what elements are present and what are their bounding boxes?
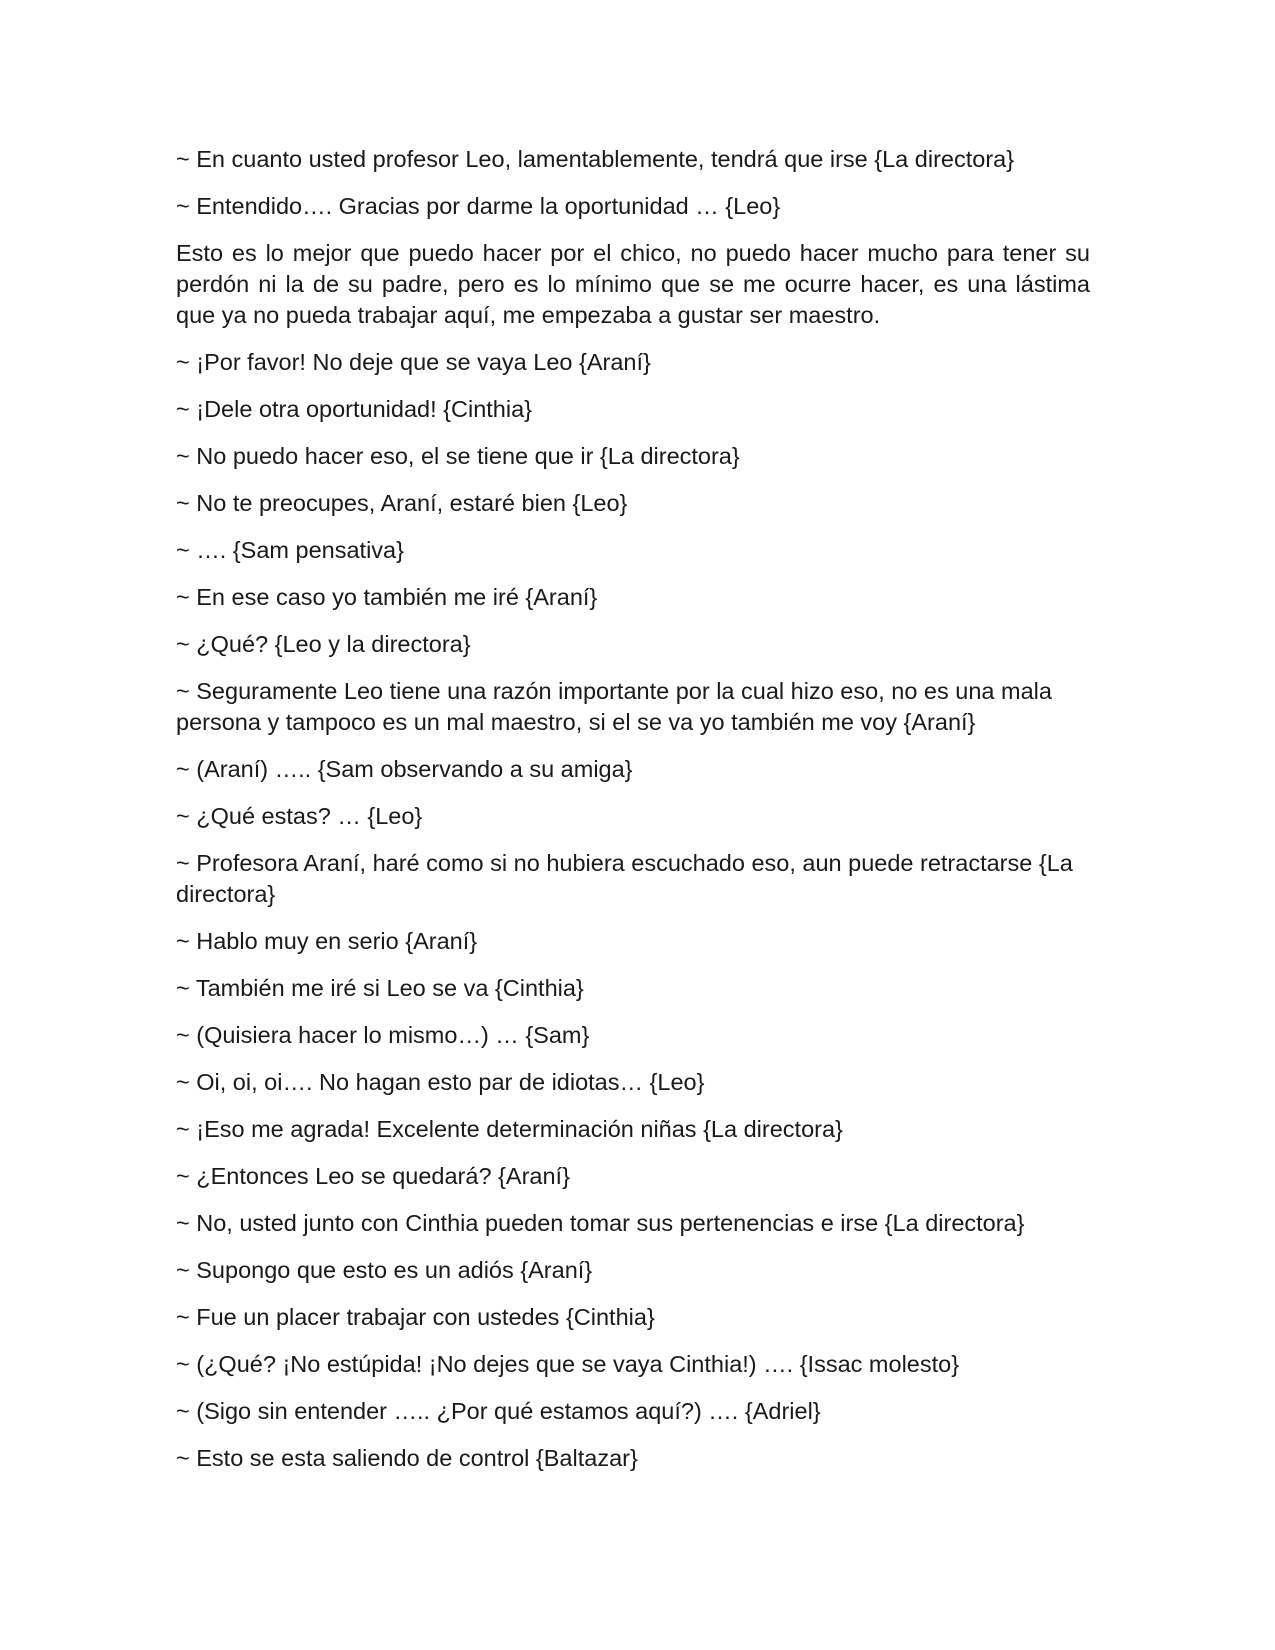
dialogue-line: ~ …. {Sam pensativa} — [176, 537, 404, 563]
dialogue-line: ~ Seguramente Leo tiene una razón importante por la cual hizo eso, no es una mala persona y tampoco es un mal maestro, si el se va yo también me voy {Araní} — [176, 678, 1052, 735]
dialogue-line: ~ (Araní) ….. {Sam observando a su amiga} — [176, 756, 633, 782]
dialogue-line: ~ ¿Entonces Leo se quedará? {Araní} — [176, 1163, 570, 1189]
dialogue-line: ~ Profesora Araní, haré como si no hubiera escuchado eso, aun puede retractarse {La directora} — [176, 850, 1073, 907]
dialogue-line: ~ Fue un placer trabajar con ustedes {Cinthia} — [176, 1304, 655, 1330]
dialogue-line: ~ En cuanto usted profesor Leo, lamentablemente, tendrá que irse {La directora} — [176, 146, 1015, 172]
document-body — [176, 144, 1090, 1490]
dialogue-line: ~ No puedo hacer eso, el se tiene que ir {La directora} — [176, 443, 740, 469]
dialogue-line: ~ No, usted junto con Cinthia pueden tomar sus pertenencias e irse {La directora} — [176, 1210, 1025, 1236]
dialogue-line: ~ ¡Por favor! No deje que se vaya Leo {Araní} — [176, 349, 651, 375]
dialogue-line: ~ En ese caso yo también me iré {Araní} — [176, 584, 598, 610]
dialogue-line: ~ (¿Qué? ¡No estúpida! ¡No dejes que se vaya Cinthia!) …. {Issac molesto} — [176, 1351, 960, 1377]
dialogue-line: ~ Supongo que esto es un adiós {Araní} — [176, 1257, 593, 1283]
dialogue-line: ~ Oi, oi, oi…. No hagan esto par de idiotas… {Leo} — [176, 1069, 705, 1095]
narration-paragraph: Esto es lo mejor que puedo hacer por el chico, no puedo hacer mucho para tener su perdón ni la de su padre, pero es lo mínimo que se me ocurre hacer, es una lástima que ya no pueda trabajar aquí, me empezaba a gustar ser maestro. — [176, 240, 1090, 328]
dialogue-line: ~ ¡Dele otra oportunidad! {Cinthia} — [176, 396, 532, 422]
dialogue-line: ~ Esto se esta saliendo de control {Baltazar} — [176, 1445, 638, 1471]
dialogue-line: ~ ¿Qué? {Leo y la directora} — [176, 631, 471, 657]
dialogue-line: ~ También me iré si Leo se va {Cinthia} — [176, 975, 584, 1001]
dialogue-line: ~ ¡Eso me agrada! Excelente determinación niñas {La directora} — [176, 1116, 843, 1142]
dialogue-line: ~ (Quisiera hacer lo mismo…) … {Sam} — [176, 1022, 590, 1048]
dialogue-line: ~ No te preocupes, Araní, estaré bien {Leo} — [176, 490, 628, 516]
dialogue-line: ~ Entendido…. Gracias por darme la oportunidad … {Leo} — [176, 193, 781, 219]
dialogue-line: ~ ¿Qué estas? … {Leo} — [176, 803, 423, 829]
dialogue-line: ~ Hablo muy en serio {Araní} — [176, 928, 478, 954]
dialogue-line: ~ (Sigo sin entender ….. ¿Por qué estamos aquí?) …. {Adriel} — [176, 1398, 821, 1424]
